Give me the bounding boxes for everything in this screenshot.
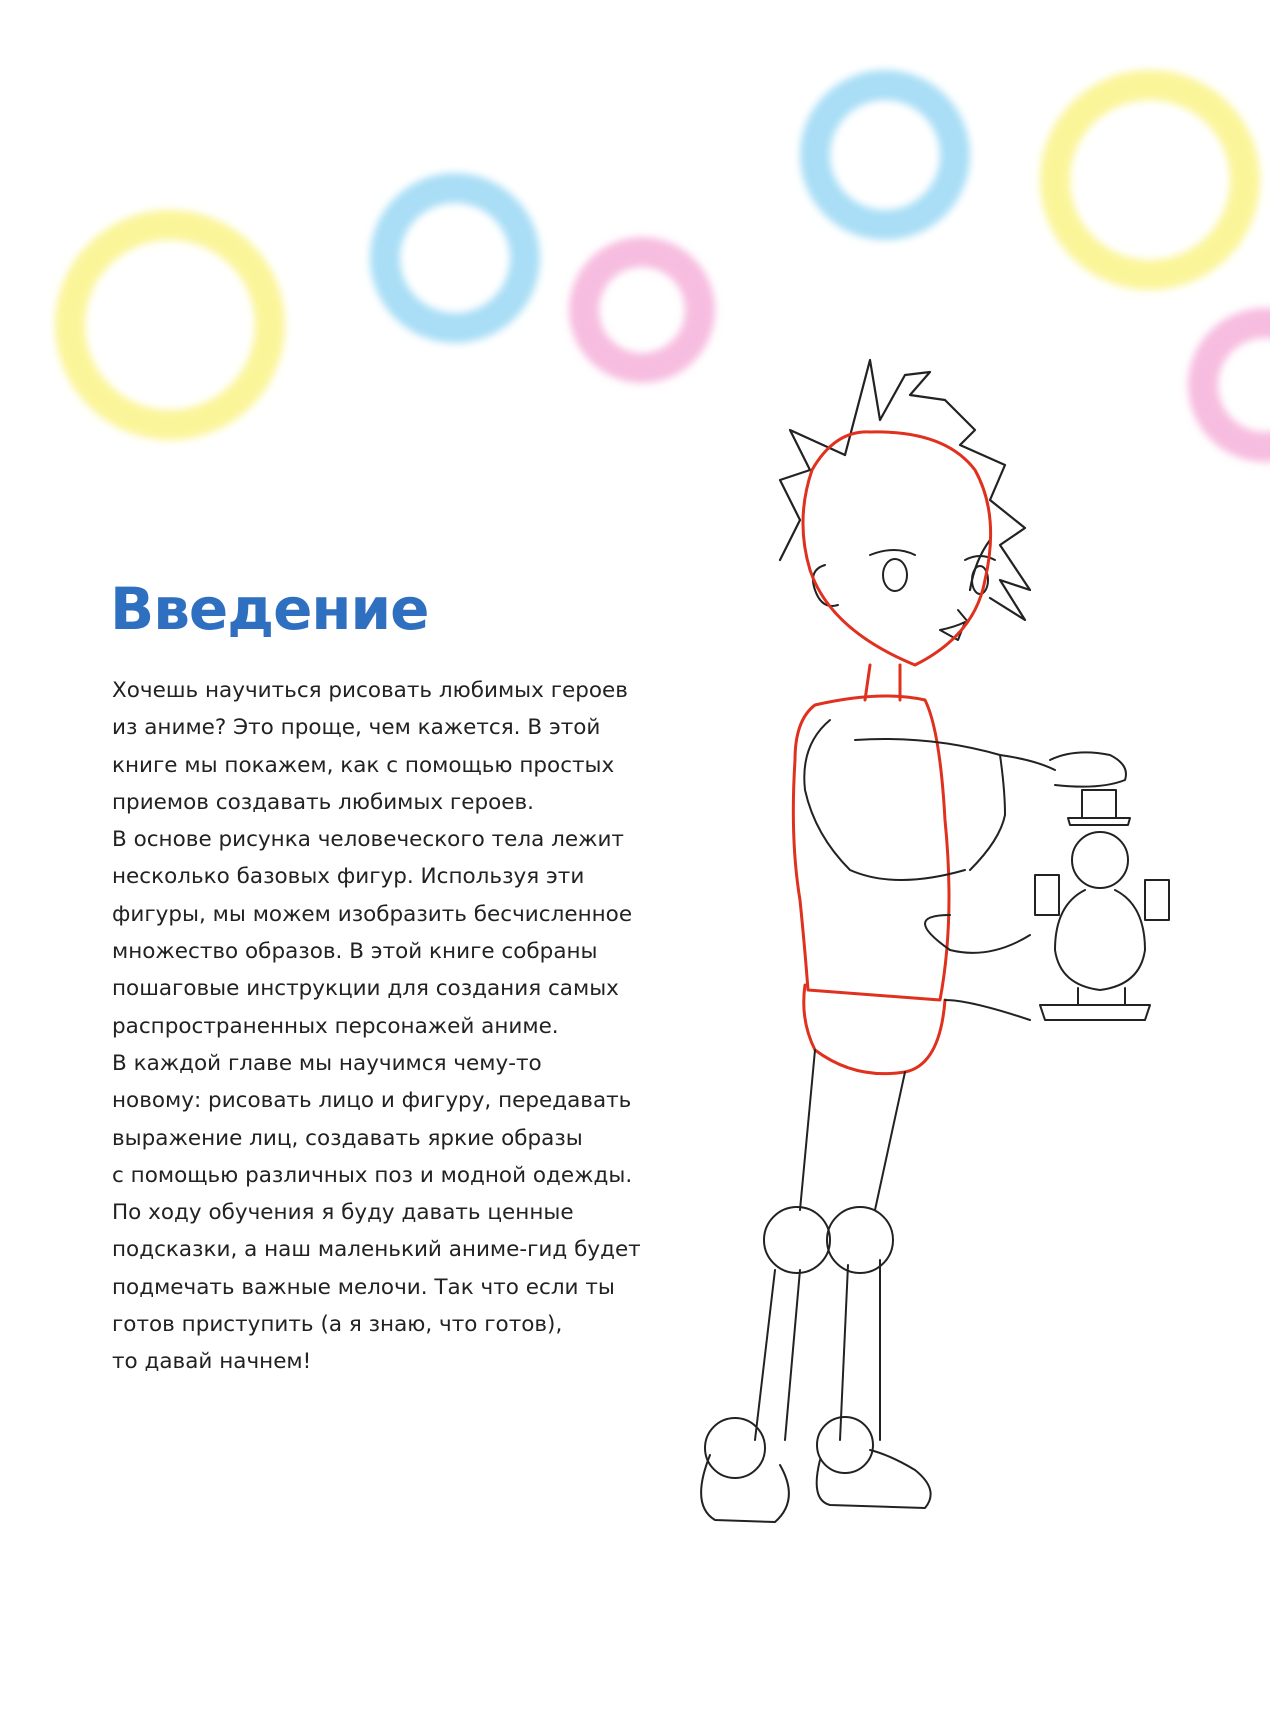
left-ankle-joint: [705, 1418, 765, 1478]
text-line: то давай начнем!: [112, 1349, 312, 1375]
text-line: распространенных персонажей аниме.: [112, 1013, 559, 1039]
ring-blue-left: [385, 188, 525, 328]
ring-blue-top: [815, 85, 955, 225]
intro-text: [112, 672, 752, 1381]
right-foot: [817, 1450, 931, 1508]
face-lines: [813, 550, 995, 640]
text-line: подсказки, а наш маленький аниме-гид будет: [112, 1237, 641, 1263]
text-line: множество образов. В этой книге собраны: [112, 939, 598, 965]
text-line: пошаговые инструкции для создания самых: [112, 976, 619, 1002]
text-line: новому: рисовать лицо и фигуру, передавать: [112, 1088, 632, 1114]
left-eye-icon: [883, 559, 907, 591]
snowman-figure: [1035, 752, 1169, 1020]
left-knee-joint: [764, 1207, 830, 1273]
page-title: Введение: [110, 575, 429, 643]
text-line: подмечать важные мелочи. Так что если ты: [112, 1274, 615, 1300]
character-sketch: [660, 340, 1220, 1540]
text-line: готов приступить (а я знаю, что готов),: [112, 1312, 563, 1338]
text-line: выражение лиц, создавать яркие образы: [112, 1125, 583, 1151]
text-line: книге мы покажем, как с помощью простых: [112, 752, 615, 778]
right-knee-joint: [827, 1207, 893, 1273]
body-lines: [701, 720, 1055, 1522]
text-line: фигуры, мы можем изобразить бесчисленное: [112, 901, 633, 927]
right-ankle-joint: [817, 1417, 873, 1473]
left-foot: [701, 1455, 789, 1522]
text-line: несколько базовых фигур. Используя эти: [112, 864, 585, 890]
text-line: приемов создавать любимых героев.: [112, 789, 534, 815]
ring-yellow-right: [1055, 85, 1245, 275]
ring-yellow-left: [70, 225, 270, 425]
text-line: с помощью различных поз и модной одежды.: [112, 1162, 633, 1188]
text-line: Хочешь научиться рисовать любимых героев: [112, 678, 628, 703]
hair-lines: [780, 360, 1030, 620]
text-line: из аниме? Это проще, чем кажется. В этой: [112, 715, 601, 741]
text-line: В каждой главе мы научимся чему-то: [112, 1050, 542, 1076]
head-shape: [803, 432, 991, 665]
text-line: В основе рисунка человеческого тела лежит: [112, 827, 624, 853]
construction-shapes: [793, 432, 990, 1074]
text-line: По ходу обучения я буду давать ценные: [112, 1200, 574, 1226]
